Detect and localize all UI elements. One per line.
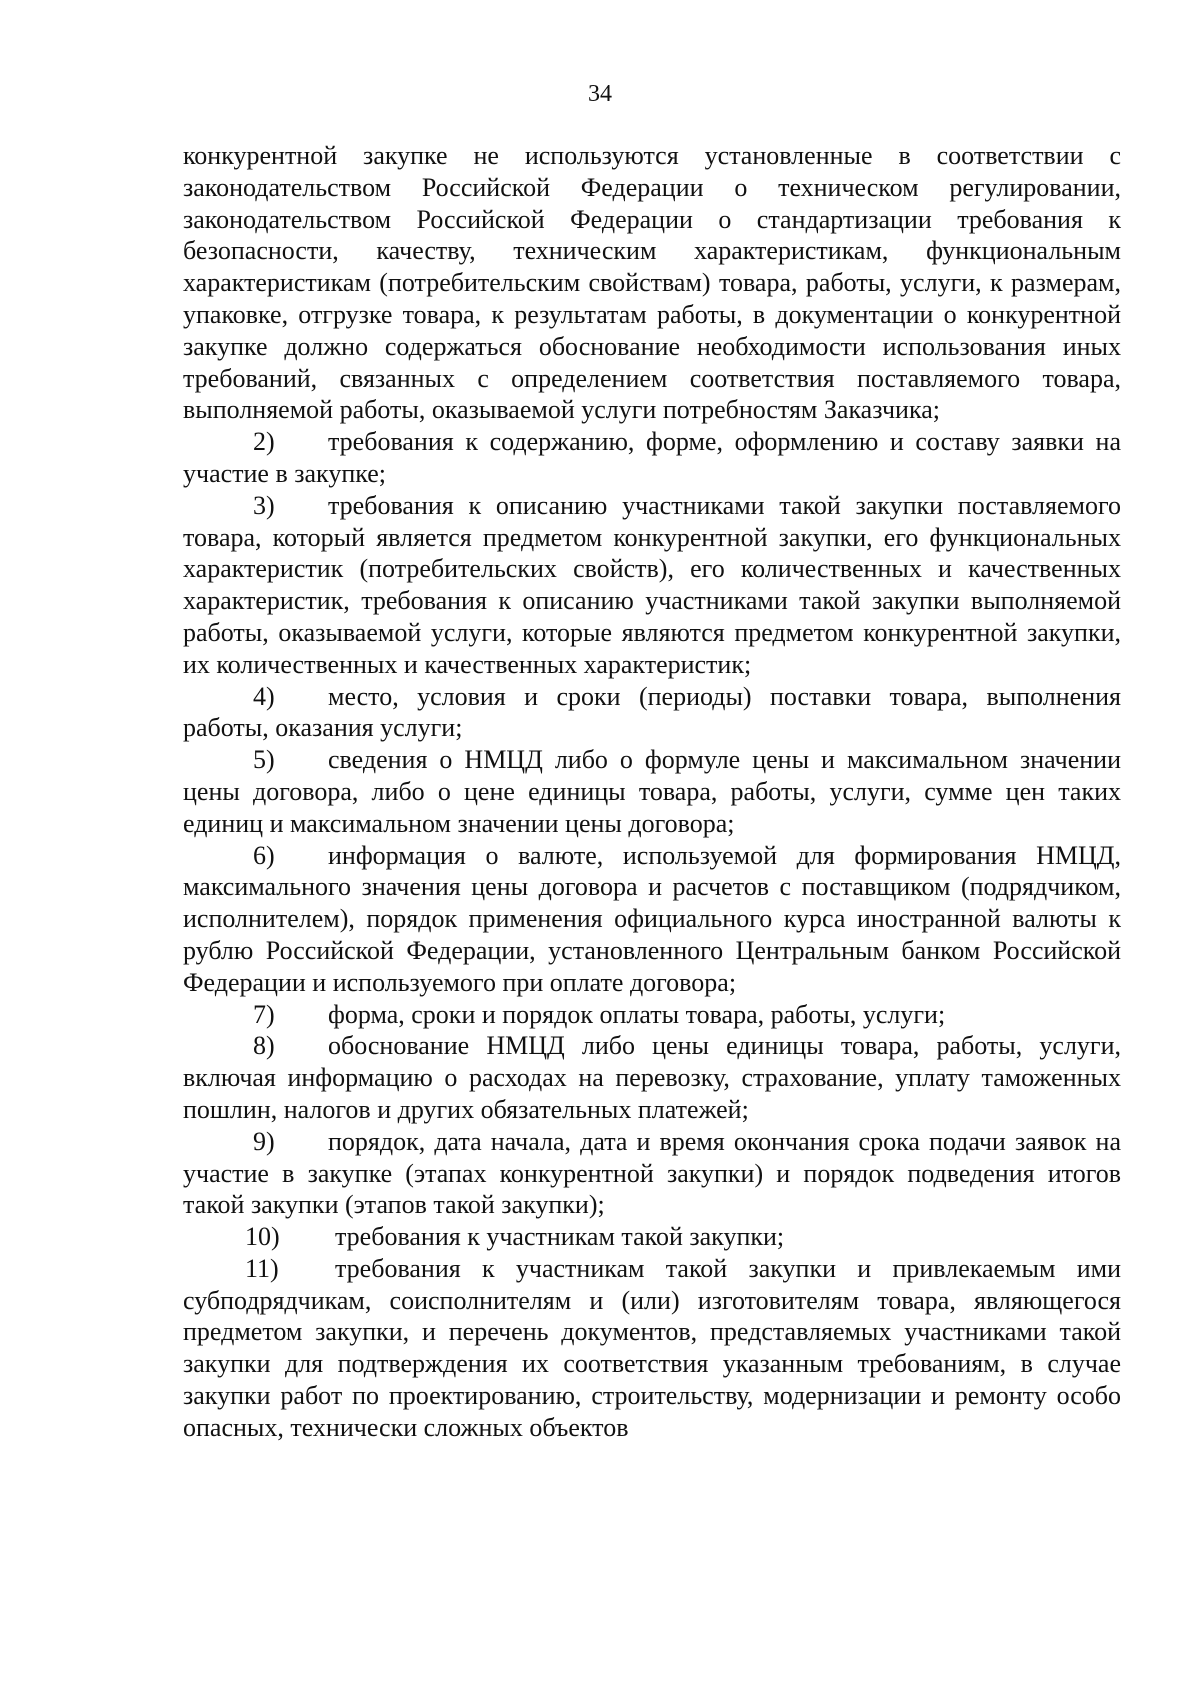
list-item-9 (183, 1126, 1121, 1221)
list-item-3 (183, 490, 1121, 681)
page-number: 34 (588, 81, 612, 107)
item-text: сведения о НМЦД либо о формуле цены и максимальном значении цены договора, либо о цене единицы товара, работы, услуги, сумме цен таких единиц и максимальном значении цены договора; (183, 745, 1121, 838)
list-item-10 (183, 1221, 1121, 1253)
item-text: информация о валюте, используемой для формирования НМЦД, максимального значения цены договора и расчетов с поставщиком (подрядчиком, исполнителем), порядок применения официального курса иностранной валюты к рублю Российской Федерации, установленного Центральным банком Российской Федерации и используемого при оплате договора; (183, 840, 1121, 997)
item-number: 9) (253, 1126, 275, 1156)
item-number: 7) (253, 999, 275, 1029)
item-text: форма, сроки и порядок оплаты товара, работы, услуги; (328, 999, 946, 1029)
item-text: требования к содержанию, форме, оформлению и составу заявки на участие в закупке; (183, 427, 1121, 488)
list-item-8 (183, 1030, 1121, 1125)
item-number: 11) (245, 1253, 279, 1283)
intro-paragraph: конкурентной закупке не используются установленные в соответствии с законодательством Российской Федерации о техническом регулировании, законодательством Российской Федерации о стандартизации требования к безопасности, качеству, техническим характеристикам, функциональным характеристикам (потребительским свойствам) товара, работы, услуги, к размерам, упаковке, отгрузке товара, к результатам работы, в документации о конкурентной закупке должно содержаться обоснование необходимости использования иных требований, связанных с определением соответствия поставляемого товара, выполняемой работы, оказываемой услуги потребностям Заказчика; (183, 141, 1121, 425)
item-number: 5) (253, 745, 275, 775)
document-body (183, 140, 1121, 1444)
item-number: 10) (245, 1222, 280, 1252)
item-number: 2) (253, 427, 275, 457)
item-text: требования к участникам такой закупки и привлекаемым ими субподрядчикам, соисполнителям и (или) изготовителям товара, являющегося предметом закупки, и перечень документов, представляемых участниками такой закупки для подтверждения их соответствия указанным требованиям, в случае закупки работ по проектированию, строительству, модернизации и ремонту особо опасных, технически сложных объектов (183, 1253, 1121, 1442)
item-text: порядок, дата начала, дата и время окончания срока подачи заявок на участие в закупке (этапах конкурентной закупки) и порядок подведения итогов такой закупки (этапов такой закупки); (183, 1126, 1121, 1220)
item-text: обоснование НМЦД либо цены единицы товара, работы, услуги, включая информацию о расходах на перевозку, страхование, уплату таможенных пошлин, налогов и других обязательных платежей; (183, 1031, 1121, 1124)
list-item-2 (183, 426, 1121, 490)
item-text: место, условия и сроки (периоды) поставки товара, выполнения работы, оказания услуги; (183, 681, 1121, 743)
list-item-4 (183, 681, 1121, 745)
item-number: 8) (253, 1031, 275, 1061)
item-number: 4) (253, 681, 275, 711)
list-item-5 (183, 744, 1121, 839)
list-item-6 (183, 840, 1121, 999)
item-number: 3) (253, 490, 275, 520)
list-item-11 (183, 1253, 1121, 1444)
list-item-7 (183, 999, 1121, 1031)
item-text: требования к описанию участниками такой закупки поставляемого товара, который является предметом конкурентной закупки, его функциональных характеристик (потребительских свойств), его количественных и качественных характеристик, требования к описанию участниками такой закупки выполняемой работы, оказываемой услуги, которые являются предметом конкурентной закупки, их количественных и качественных характеристик; (183, 490, 1121, 679)
item-number: 6) (253, 840, 275, 870)
item-text: требования к участникам такой закупки; (335, 1222, 785, 1252)
